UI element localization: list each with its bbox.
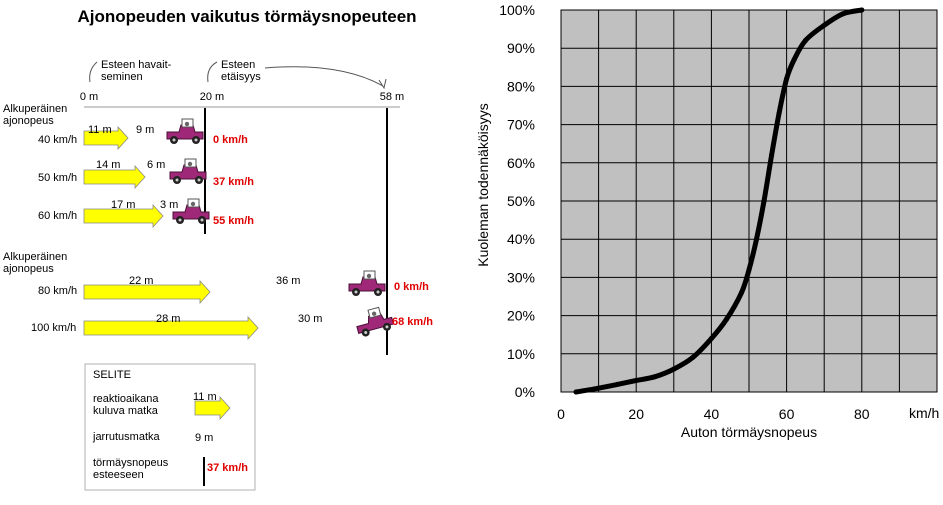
fatality-chart: [475, 2, 939, 440]
x-tick-label: 60: [778, 406, 795, 422]
x-tick-labels: [557, 406, 870, 422]
impact-speed: 0 km/h: [213, 134, 248, 146]
row-100: [31, 305, 433, 339]
row-speed: 100 km/h: [31, 322, 77, 334]
car-icon: [349, 271, 385, 296]
reaction-distance: 22 m: [129, 275, 154, 287]
reaction-distance: 17 m: [111, 199, 136, 211]
heading-upper-line1: Alkuperäinen: [3, 103, 68, 115]
y-tick-label: 40%: [506, 231, 535, 248]
row-80: [38, 271, 429, 303]
data-point: [792, 57, 797, 62]
braking-distance: 9 m: [136, 124, 155, 136]
data-point: [859, 8, 864, 13]
x-unit-label: km/h: [909, 405, 940, 421]
data-point: [671, 367, 676, 372]
impact-speed: 68 km/h: [392, 316, 433, 328]
car-icon: [354, 305, 395, 338]
y-tick-labels: [499, 2, 535, 400]
distance-label-line1: Esteen: [221, 59, 256, 71]
row-speed: 80 km/h: [38, 285, 78, 297]
braking-diagram: [3, 7, 433, 490]
data-point: [724, 317, 729, 322]
y-tick-label: 50%: [506, 193, 535, 209]
curved-distance-arrow: [265, 67, 383, 86]
data-point: [777, 111, 782, 116]
car-icon: [173, 199, 209, 224]
data-point: [762, 199, 767, 204]
braking-distance: 3 m: [160, 199, 179, 211]
data-point: [574, 390, 579, 395]
y-tick-label: 30%: [506, 269, 535, 286]
ruler-label-20m: 20 m: [199, 91, 225, 103]
row-speed: 40 km/h: [38, 134, 78, 146]
observe-pointer-arrow: [90, 62, 97, 82]
row-speed: 50 km/h: [38, 172, 78, 184]
row-50: [38, 159, 254, 188]
y-tick-label: 80%: [506, 78, 535, 95]
data-point: [747, 267, 752, 272]
legend-braking-value: 9 m: [195, 432, 214, 444]
reaction-distance: 11 m: [88, 124, 112, 136]
y-axis-label: Kuoleman todennäköisyys: [475, 103, 491, 267]
legend-title: SELITE: [93, 369, 131, 381]
row-40: [38, 119, 248, 149]
heading-upper-line2: ajonopeus: [3, 115, 54, 127]
data-point: [739, 290, 744, 295]
ruler-label-58m: 58 m: [379, 91, 405, 103]
data-point: [754, 237, 759, 242]
legend-braking-label: jarrutusmatka: [93, 431, 160, 443]
data-point: [596, 386, 601, 391]
impact-speed: 37 km/h: [213, 176, 254, 188]
y-tick-label: 90%: [506, 40, 535, 57]
distance-pointer-arrow: [208, 62, 217, 82]
legend-reaction-value: 11 m: [193, 391, 217, 403]
data-point: [841, 11, 846, 16]
reaction-distance: 14 m: [96, 159, 121, 171]
x-axis-label: Auton törmäysnopeus: [680, 424, 818, 440]
legend-reaction-line2: kuluva matka: [93, 405, 158, 417]
x-tick-label: 80: [854, 406, 870, 422]
y-tick-label: 0%: [514, 384, 535, 400]
data-point: [690, 355, 695, 360]
diagram-title: Ajonopeuden vaikutus törmäysnopeuteen: [77, 7, 417, 26]
x-tick-label: 40: [703, 406, 720, 422]
y-tick-label: 100%: [499, 2, 535, 18]
ruler-label-0m: 0 m: [79, 91, 99, 103]
curved-arrow-head: [379, 79, 386, 88]
legend-impact-value: 37 km/h: [207, 462, 248, 474]
braking-distance: 36 m: [276, 275, 301, 287]
y-tick-label: 10%: [506, 345, 535, 362]
data-point: [634, 378, 639, 383]
x-tick-label: 0: [557, 406, 565, 422]
legend-reaction-line1: reaktioaikana: [93, 393, 159, 405]
braking-distance: 30 m: [298, 313, 323, 325]
impact-speed: 55 km/h: [213, 215, 254, 227]
observe-label-line1: Esteen havait-: [101, 59, 172, 71]
heading-lower-line2: ajonopeus: [3, 263, 54, 275]
reaction-distance: 28 m: [156, 313, 181, 325]
data-point: [769, 153, 774, 158]
legend-box: [85, 364, 255, 490]
y-tick-label: 60%: [506, 154, 535, 171]
heading-lower-line1: Alkuperäinen: [3, 251, 68, 263]
legend-impact-line2: esteeseen: [93, 469, 144, 481]
data-point: [822, 23, 827, 28]
y-tick-label: 20%: [506, 307, 535, 324]
braking-distance: 6 m: [147, 159, 166, 171]
car-icon: [170, 159, 206, 184]
data-point: [784, 76, 789, 81]
impact-speed: 0 km/h: [394, 281, 429, 293]
data-point: [653, 374, 658, 379]
data-point: [615, 382, 620, 387]
x-tick-label: 20: [628, 406, 644, 422]
car-icon: [167, 119, 203, 144]
row-60: [38, 199, 254, 227]
data-point: [803, 38, 808, 43]
data-point: [709, 336, 714, 341]
distance-label-line2: etäisyys: [221, 71, 261, 83]
y-tick-label: 70%: [506, 116, 535, 133]
row-speed: 60 km/h: [38, 210, 78, 222]
legend-impact-line1: törmäysnopeus: [93, 457, 169, 469]
observe-label-line2: seminen: [101, 71, 143, 83]
